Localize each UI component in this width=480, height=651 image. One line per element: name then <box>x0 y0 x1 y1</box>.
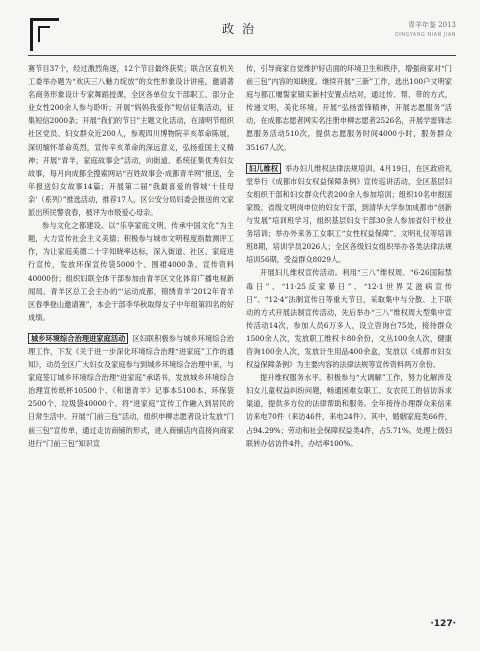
paragraph: 传，引导商家自觉维护好店面的环境卫生和秩序，增强商家对“门前三包”内容的知晓度。继续开展“三新”工作，选出100户文明家庭与都江堰誓家镇实新村安置点结对，通过传、帮、带的方式，传递文明，美化环境。开展“弘扬雷锋精神，开展志愿服务”活动，在成都志愿者网实名注册申柳志愿者2526名，开展学雷锋志愿服务活动510次，提供志愿服务时间4000小时，服务群众35167人次。 <box>246 64 452 152</box>
yearbook-subtitle: QINGYANG NIAN JIAN <box>394 32 456 38</box>
yearbook-title: 青羊年鉴 2013 <box>407 21 456 29</box>
section-heading: 城乡环境综合治理进家庭活动 <box>28 333 128 344</box>
paragraph: 参与文化之都建设。以“乐享家庭文明，传承中国文化”为主题，大力宣传社会主义美德；积极参与城市文明程度指数测评工作，为让家庭美德二十字知晓率达标，深入街道、社区、家庭进行宣传，发放环保宣传袋5000个、围裙4000条、宣传资料40000份；组织妇联全体干部参加由青羊区文化体育广播电视新闻局、青羊区总工会主办的“‘运动成都，锦绣青羊’2012年青羊区春季登山邀请赛”，本会干部李华秋取得女子中年组第四名的好成绩。 <box>28 221 234 322</box>
header-rule <box>28 55 456 56</box>
section-title: 政治 <box>221 22 263 36</box>
paragraph-text: 举办妇儿维权法律法规培训。4月19日，在区政府礼堂举行《成都市妇女权益保障条例》宣传巡讲活动，全区基层妇女组织干部和妇女群众代表200余人参加培训；组织10名申报国家级、省级文明岗申位的妇女干部，到清华大学参加成都市“创新与发展”培训班学习，组织基层妇女干部30余人参加省妇干校业务培训；举办外来务工女职工“女性权益保障”、文明礼仪等培训班8期，培训学员2026人；全区各级妇女组织举办各类法律法规培训56期，受益群众8029人。 <box>246 163 452 265</box>
paragraph-text: 区妇联积极参与城乡环境综合治理工作，下发《关于进一步深化环境综合治理“进家庭”工作的通知》，动员全区广大妇女及家庭参与到城乡环境综合治理中来，与家庭签订城乡环境综合治理“进家庭”承诺书，发放城乡环境综合治理宣传纸杯10500个、《和谐青羊》记事本5100本、环保袋2500个、垃圾袋40000个、将“进家庭”宣传工作融入到居民的日常生活中。开展“门前三包”活动，组织申柳志愿者设计发放“门前三包”宣传单，通过走访商铺的形式，进入商铺店内直接向商家进行“门前三包”知识宣 <box>28 333 234 448</box>
page-number: ·127· <box>430 619 456 629</box>
paragraph: 开展妇儿维权宣传活动。利用“三八”维权周、“6·26国际禁毒日”、“11·25反家暴日”、“12·1世界艾滋病宣传日”、“12·4”法制宣传日等重大节日，采取集中与分散、上下联动的方式开展法制宣传活动，先后举办“三八”维权周大型集中宣传活动14次，参加人员6万多人，设立咨询台75处，接待群众1500余人次，发放职工维权卡80余份，文丛100余人次，健康咨询100余人次，发放计生用品400余盒，发放以《成都市妇女权益保障条例》为主要内容的法律法规等宣传资料两万余份。 <box>246 268 452 370</box>
section-heading: 妇儿维权 <box>246 163 281 174</box>
boxed-paragraph <box>246 162 452 267</box>
page-header <box>28 10 456 50</box>
corner-ornament-icon <box>30 18 59 51</box>
boxed-paragraph <box>28 332 234 450</box>
left-column <box>28 62 234 450</box>
paragraph: 提升维权服务水平。积极参与“大调解”工作，努力化解涉及妇女儿童权益纠纷问题，畅通困难女职工、女农民工的信访诉求渠道，提供多方位的法律帮助和服务。全年接待办理群众来信来访来电70件（来访46件，来电24件）。其中，婚姻家庭类66件，占94.29%；劳动和社会保障权益类4件，占5.71%。处理上级妇联转办信访件4件，办结率100%。 <box>246 373 452 448</box>
right-column <box>246 62 452 450</box>
paragraph: 赛节目37个，经过激烈角逐，12个节目最终获奖；联合区直机关工委举办题为“欢庆三八魅力绽放”的女性形象设计讲座，邀请著名商务形象设计专家舞蹈授课，全区各单位女干部职工、部分企业女性200余人参与聆听；开展“妈妈我爱你”短信征集活动，征集短信2000条；开展“我们的节日”主题文化活动，在清明节组织社区党员、妇女群众近200人，参观四川博物院辛亥革命陈展，深切缅怀革命英烈，宣传辛亥革命的深远意义，弘扬爱国主义精神；开展“青羊，家庭故事会”活动，向街道、系统征集优秀妇女故事，每月向成都全搜索网站“百姓故事会·成都青羊网”报送，全年报送妇女故事14篇；开展第二届“我最喜爱的蓉城‘十佳母亲’（系列）”推选活动，推荐17人，区公安分局妇委会报送的文家派出所民警袁春，被评为市级爱心母亲。 <box>28 64 234 218</box>
